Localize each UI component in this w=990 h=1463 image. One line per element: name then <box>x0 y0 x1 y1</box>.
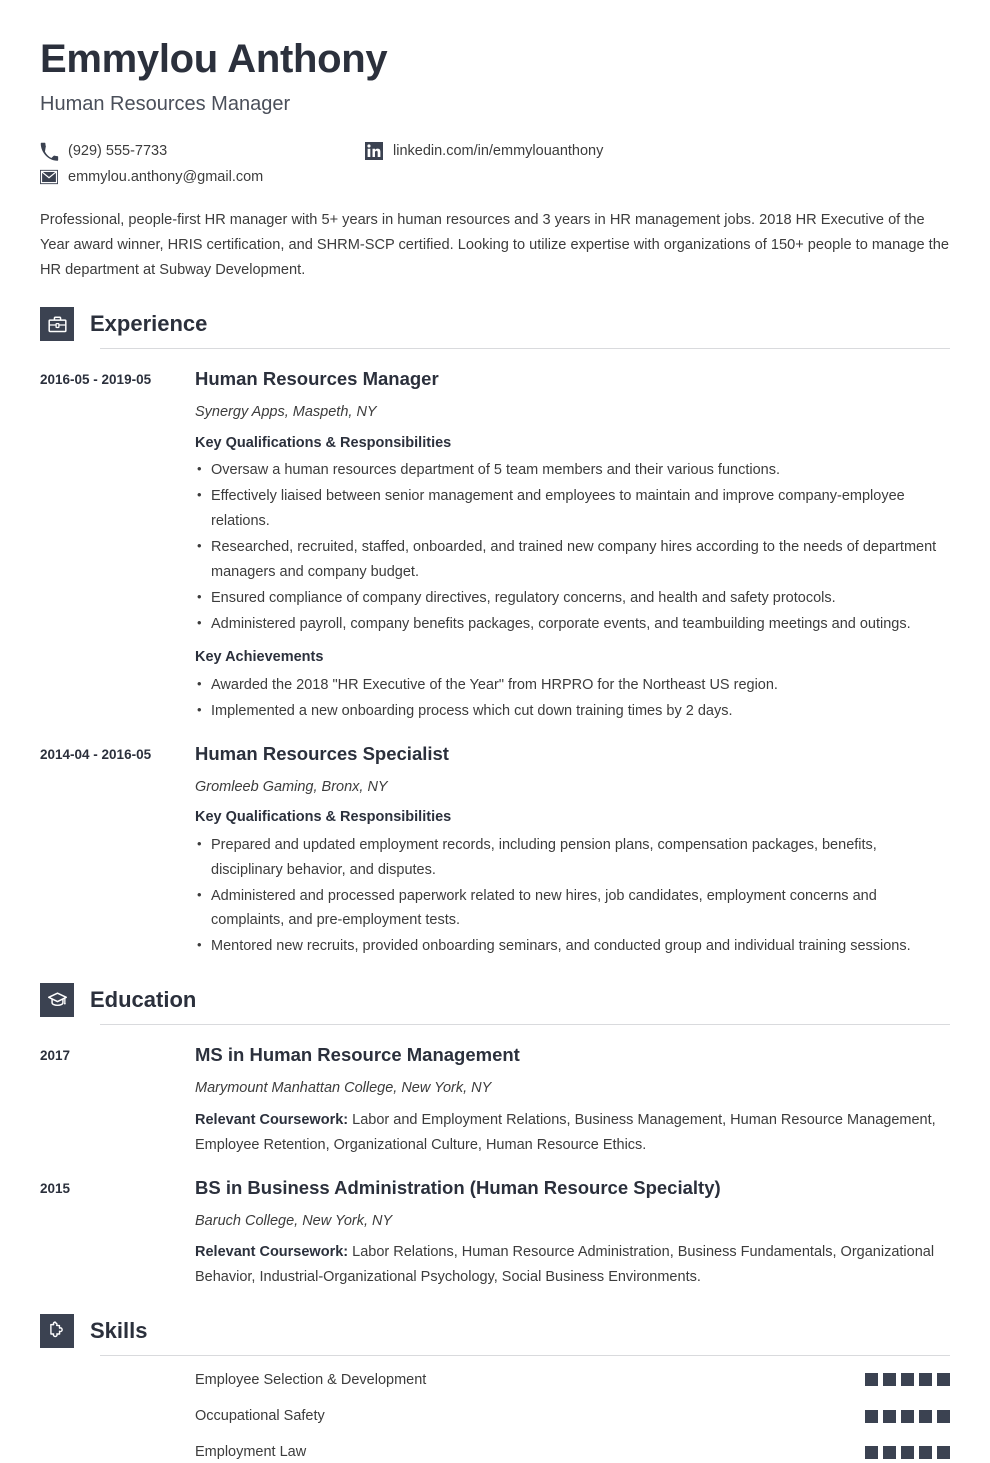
skill-rating-square <box>901 1373 914 1386</box>
coursework-label: Relevant Coursework: <box>195 1243 349 1260</box>
entry-subtitle: Baruch College, New York, NY <box>195 1212 393 1229</box>
skill-rating-square <box>919 1373 932 1386</box>
achievements-list <box>195 673 950 724</box>
list-item: • Awarded the 2018 "HR Executive of the Year" from HRPRO for the Northeast US region. <box>195 673 950 698</box>
skill-rating-square <box>901 1446 914 1459</box>
coursework-label: Relevant Coursework: <box>195 1111 349 1128</box>
envelope-icon <box>40 168 58 186</box>
entry-title: MS in Human Resource Management <box>195 1044 520 1066</box>
skill-rating-square <box>883 1373 896 1386</box>
list-item: • Oversaw a human resources department of 5 team members and their various functions. <box>195 458 950 483</box>
skill-rating-square <box>883 1446 896 1459</box>
professional-summary: Professional, people-first HR manager with 5+ years in human resources and 3 years in HR management jobs. 2018 HR Executive of the Year award winner, HRIS certification, and SHRM-SCP certified. Looking to utilize expertise with organizations of 150+ people to manage the HR department at Subway Development. <box>40 212 949 279</box>
skill-name: Employment Law <box>195 1444 307 1461</box>
section-header <box>40 983 950 1024</box>
list-item: • Administered payroll, company benefits packages, corporate events, and teambuilding meetings and outings. <box>195 612 950 637</box>
coursework <box>195 1108 950 1158</box>
contact-email[interactable] <box>40 168 365 186</box>
list-item: • Mentored new recruits, provided onboarding seminars, and conducted group and individual training sessions. <box>195 934 950 959</box>
section-experience <box>40 307 950 959</box>
entry-body <box>195 1176 950 1290</box>
email-text: emmylou.anthony@gmail.com <box>68 169 264 185</box>
section-title: Experience <box>90 311 208 337</box>
qualifications-list <box>195 458 950 637</box>
section-education <box>40 983 950 1289</box>
linkedin-text: linkedin.com/in/emmylouanthony <box>393 143 604 159</box>
list-item: • Prepared and updated employment records, including pension plans, compensation packages, benefits, disciplinary behavior, and disputes. <box>195 833 950 883</box>
skill-rating-square <box>937 1373 950 1386</box>
entry-date: 2017 <box>40 1048 71 1064</box>
entry-body <box>195 367 950 723</box>
skill-rating-square <box>937 1446 950 1459</box>
skill-rating-square <box>919 1410 932 1423</box>
contact-row <box>40 168 950 186</box>
skill-rating <box>865 1446 950 1459</box>
contact-block <box>40 142 950 186</box>
entry-date: 2014-04 - 2016-05 <box>40 746 152 762</box>
coursework-text: Labor Relations, Human Resource Administration, Business Fundamentals, Organizational Behavior, Industrial-Organizational Psychology, Social Business Environments. <box>195 1243 935 1285</box>
entry-subtitle: Marymount Manhattan College, New York, NY <box>195 1080 492 1097</box>
skill-rating-square <box>901 1410 914 1423</box>
list-item: • Implemented a new onboarding process which cut down training times by 2 days. <box>195 699 950 724</box>
skill-rating-square <box>883 1410 896 1423</box>
list-item: • Administered and processed paperwork related to new hires, job candidates, employment concerns and complaints, and pre-employment tests. <box>195 884 950 934</box>
puzzle-piece-icon <box>40 1314 74 1348</box>
phone-icon <box>40 142 58 160</box>
qualifications-list <box>195 833 950 960</box>
skill-rating-square <box>919 1446 932 1459</box>
job-title: Human Resources Manager <box>40 93 291 115</box>
contact-linkedin[interactable] <box>365 142 603 160</box>
skill-row <box>40 1442 950 1462</box>
coursework-text: Labor and Employment Relations, Business Management, Human Resource Management, Employee Retention, Organizational Culture, Human Resource Ethics. <box>195 1111 936 1153</box>
experience-entry <box>40 367 950 723</box>
entry-title: BS in Business Administration (Human Resource Specialty) <box>195 1176 721 1198</box>
skill-rating-square <box>865 1373 878 1386</box>
entry-subtitle: Synergy Apps, Maspeth, NY <box>195 404 377 421</box>
phone-text: (929) 555-7733 <box>68 143 168 159</box>
qualifications-label: Key Qualifications & Responsibilities <box>195 434 452 451</box>
entry-body <box>195 1043 950 1157</box>
entry-subtitle: Gromleeb Gaming, Bronx, NY <box>195 778 388 795</box>
skill-rating-square <box>865 1410 878 1423</box>
education-entry <box>40 1043 950 1157</box>
section-header <box>40 307 950 348</box>
skill-rating-square <box>865 1446 878 1459</box>
linkedin-icon <box>365 142 383 160</box>
section-title: Education <box>90 987 197 1013</box>
skill-name: Employee Selection & Development <box>195 1371 427 1388</box>
section-divider <box>100 1024 950 1025</box>
achievements-label: Key Achievements <box>195 648 324 665</box>
coursework <box>195 1240 950 1290</box>
qualifications-label: Key Qualifications & Responsibilities <box>195 808 452 825</box>
page-title: Emmylou Anthony <box>40 37 388 81</box>
section-divider <box>100 348 950 349</box>
list-item: • Effectively liaised between senior management and employees to maintain and improve company-employee relations. <box>195 484 950 534</box>
entry-body <box>195 742 950 960</box>
briefcase-icon <box>40 307 74 341</box>
list-item: • Researched, recruited, staffed, onboarded, and trained new company hires according to the needs of department managers and company budget. <box>195 535 950 585</box>
education-entry <box>40 1176 950 1290</box>
contact-phone[interactable] <box>40 142 365 160</box>
skill-row <box>40 1406 950 1426</box>
section-divider <box>100 1355 950 1356</box>
entry-date: 2016-05 - 2019-05 <box>40 372 152 388</box>
skill-row <box>40 1370 950 1390</box>
skills-list <box>40 1370 950 1463</box>
section-skills <box>40 1314 950 1463</box>
skill-rating <box>865 1410 950 1423</box>
section-title: Skills <box>90 1317 148 1343</box>
entry-date: 2015 <box>40 1180 71 1196</box>
contact-row <box>40 142 950 160</box>
entry-title: Human Resources Manager <box>195 368 439 390</box>
skill-name: Occupational Safety <box>195 1408 325 1425</box>
section-header <box>40 1314 950 1355</box>
graduation-cap-icon <box>40 983 74 1017</box>
list-item: • Ensured compliance of company directives, regulatory concerns, and health and safety protocols. <box>195 586 950 611</box>
skill-rating-square <box>937 1410 950 1423</box>
entry-title: Human Resources Specialist <box>195 742 449 764</box>
experience-entry <box>40 742 950 960</box>
skill-rating <box>865 1373 950 1386</box>
